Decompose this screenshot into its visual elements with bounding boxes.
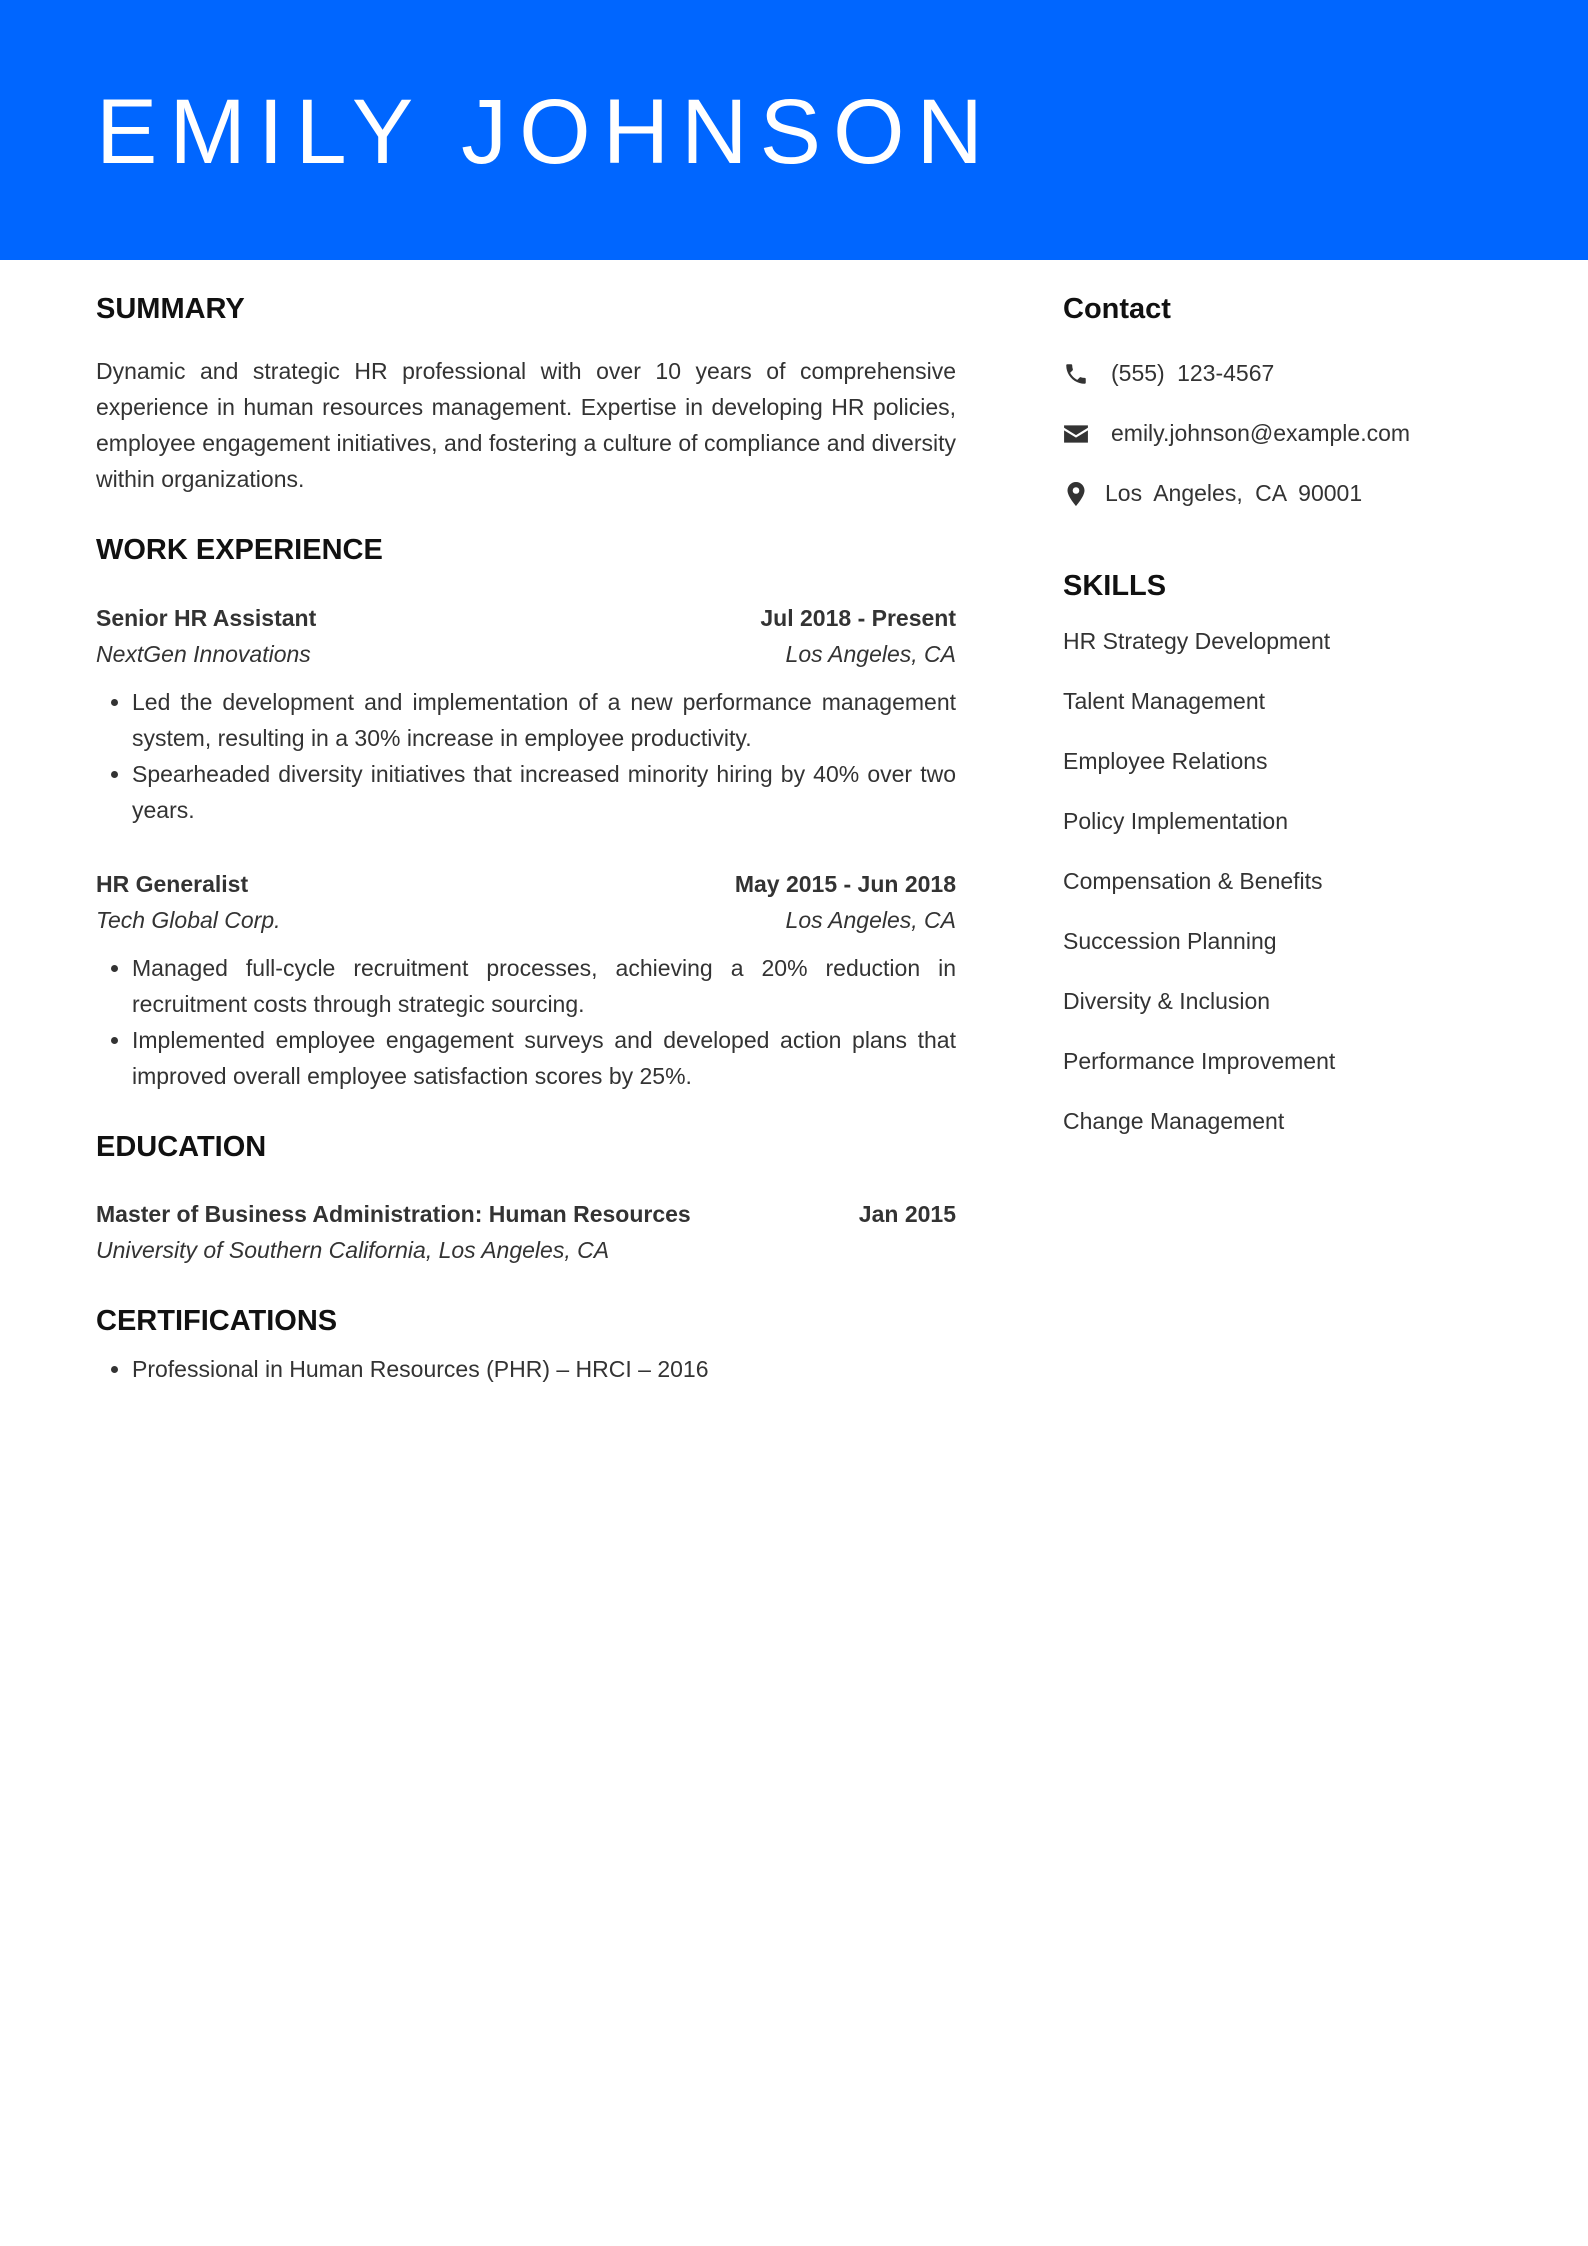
list-item: Diversity & Inclusion (1063, 987, 1271, 1014)
main-column (96, 292, 956, 1387)
certifications-heading: CERTIFICATIONS (96, 1305, 338, 1338)
job-dates: Jul 2018 - Present (760, 604, 956, 631)
job-company: NextGen Innovations (96, 640, 311, 667)
envelope-icon (1063, 421, 1089, 447)
education-section (96, 1130, 956, 1269)
phone-icon (1063, 361, 1089, 387)
degree: Master of Business Administration: Human Resources (96, 1201, 691, 1228)
summary-heading: SUMMARY (96, 293, 245, 325)
list-item: • Spearheaded diversity initiatives that increased minority hiring by 40% over two years. (132, 756, 956, 828)
experience-section (96, 533, 956, 1094)
job-bullets (96, 950, 956, 1094)
job-role: HR Generalist (96, 870, 249, 897)
job-location: Los Angeles, CA (785, 906, 956, 933)
job-entry (96, 866, 956, 1094)
job-location: Los Angeles, CA (785, 640, 956, 667)
contact-section (1063, 292, 1503, 511)
list-item: Talent Management (1063, 687, 1266, 714)
job-dates: May 2015 - Jun 2018 (734, 870, 956, 897)
contact-phone (1063, 357, 1503, 391)
summary-text: Dynamic and strategic HR professional with over 10 years of comprehensive experience in human resources management. Expertise in developing HR policies, employee engagement initiatives, and fostering a culture of compliance and diversity within organizations. (96, 357, 956, 492)
job-bullets (96, 684, 956, 828)
education-heading: EDUCATION (96, 1130, 267, 1163)
list-item: Employee Relations (1063, 747, 1268, 774)
contact-email (1063, 417, 1503, 451)
list-item: • Managed full-cycle recruitment processes, achieving a 20% reduction in recruitment costs through strategic sourcing. (132, 950, 956, 1022)
certifications-list (96, 1351, 956, 1387)
list-item: • Implemented employee engagement surveys and developed action plans that improved overall employee satisfaction scores by 25%. (132, 1022, 956, 1094)
list-item: • Led the development and implementation of a new performance management system, resulting in a 30% increase in employee productivity. (132, 684, 956, 756)
header-banner (0, 0, 1588, 260)
experience-heading: WORK EXPERIENCE (96, 533, 383, 566)
location-text: Los Angeles, CA 90001 (1105, 480, 1363, 507)
skills-heading: SKILLS (1063, 569, 1167, 602)
map-pin-icon (1063, 481, 1089, 507)
skills-section (1063, 569, 1503, 1138)
contact-location (1063, 477, 1503, 511)
sidebar-column (1063, 292, 1503, 1164)
list-item: HR Strategy Development (1063, 627, 1331, 654)
job-company: Tech Global Corp. (96, 906, 281, 933)
email-text: emily.johnson@example.com (1111, 420, 1411, 447)
candidate-name: EMILY JOHNSON (96, 81, 995, 183)
school: University of Southern California, Los Angeles, CA (96, 1237, 610, 1264)
degree-date: Jan 2015 (858, 1201, 956, 1228)
job-role: Senior HR Assistant (96, 604, 317, 631)
phone-text: (555) 123-4567 (1111, 360, 1275, 387)
job-entry (96, 600, 956, 828)
list-item: Policy Implementation (1063, 807, 1288, 834)
skills-list (1063, 624, 1503, 1138)
certifications-section (96, 1304, 956, 1387)
list-item: Change Management (1063, 1107, 1285, 1134)
list-item: Compensation & Benefits (1063, 867, 1323, 894)
list-item: Performance Improvement (1063, 1047, 1336, 1074)
summary-section (96, 292, 956, 497)
list-item: Succession Planning (1063, 927, 1277, 954)
contact-heading: Contact (1063, 293, 1171, 325)
list-item: • Professional in Human Resources (PHR) – HRCI – 2016 (132, 1351, 956, 1387)
